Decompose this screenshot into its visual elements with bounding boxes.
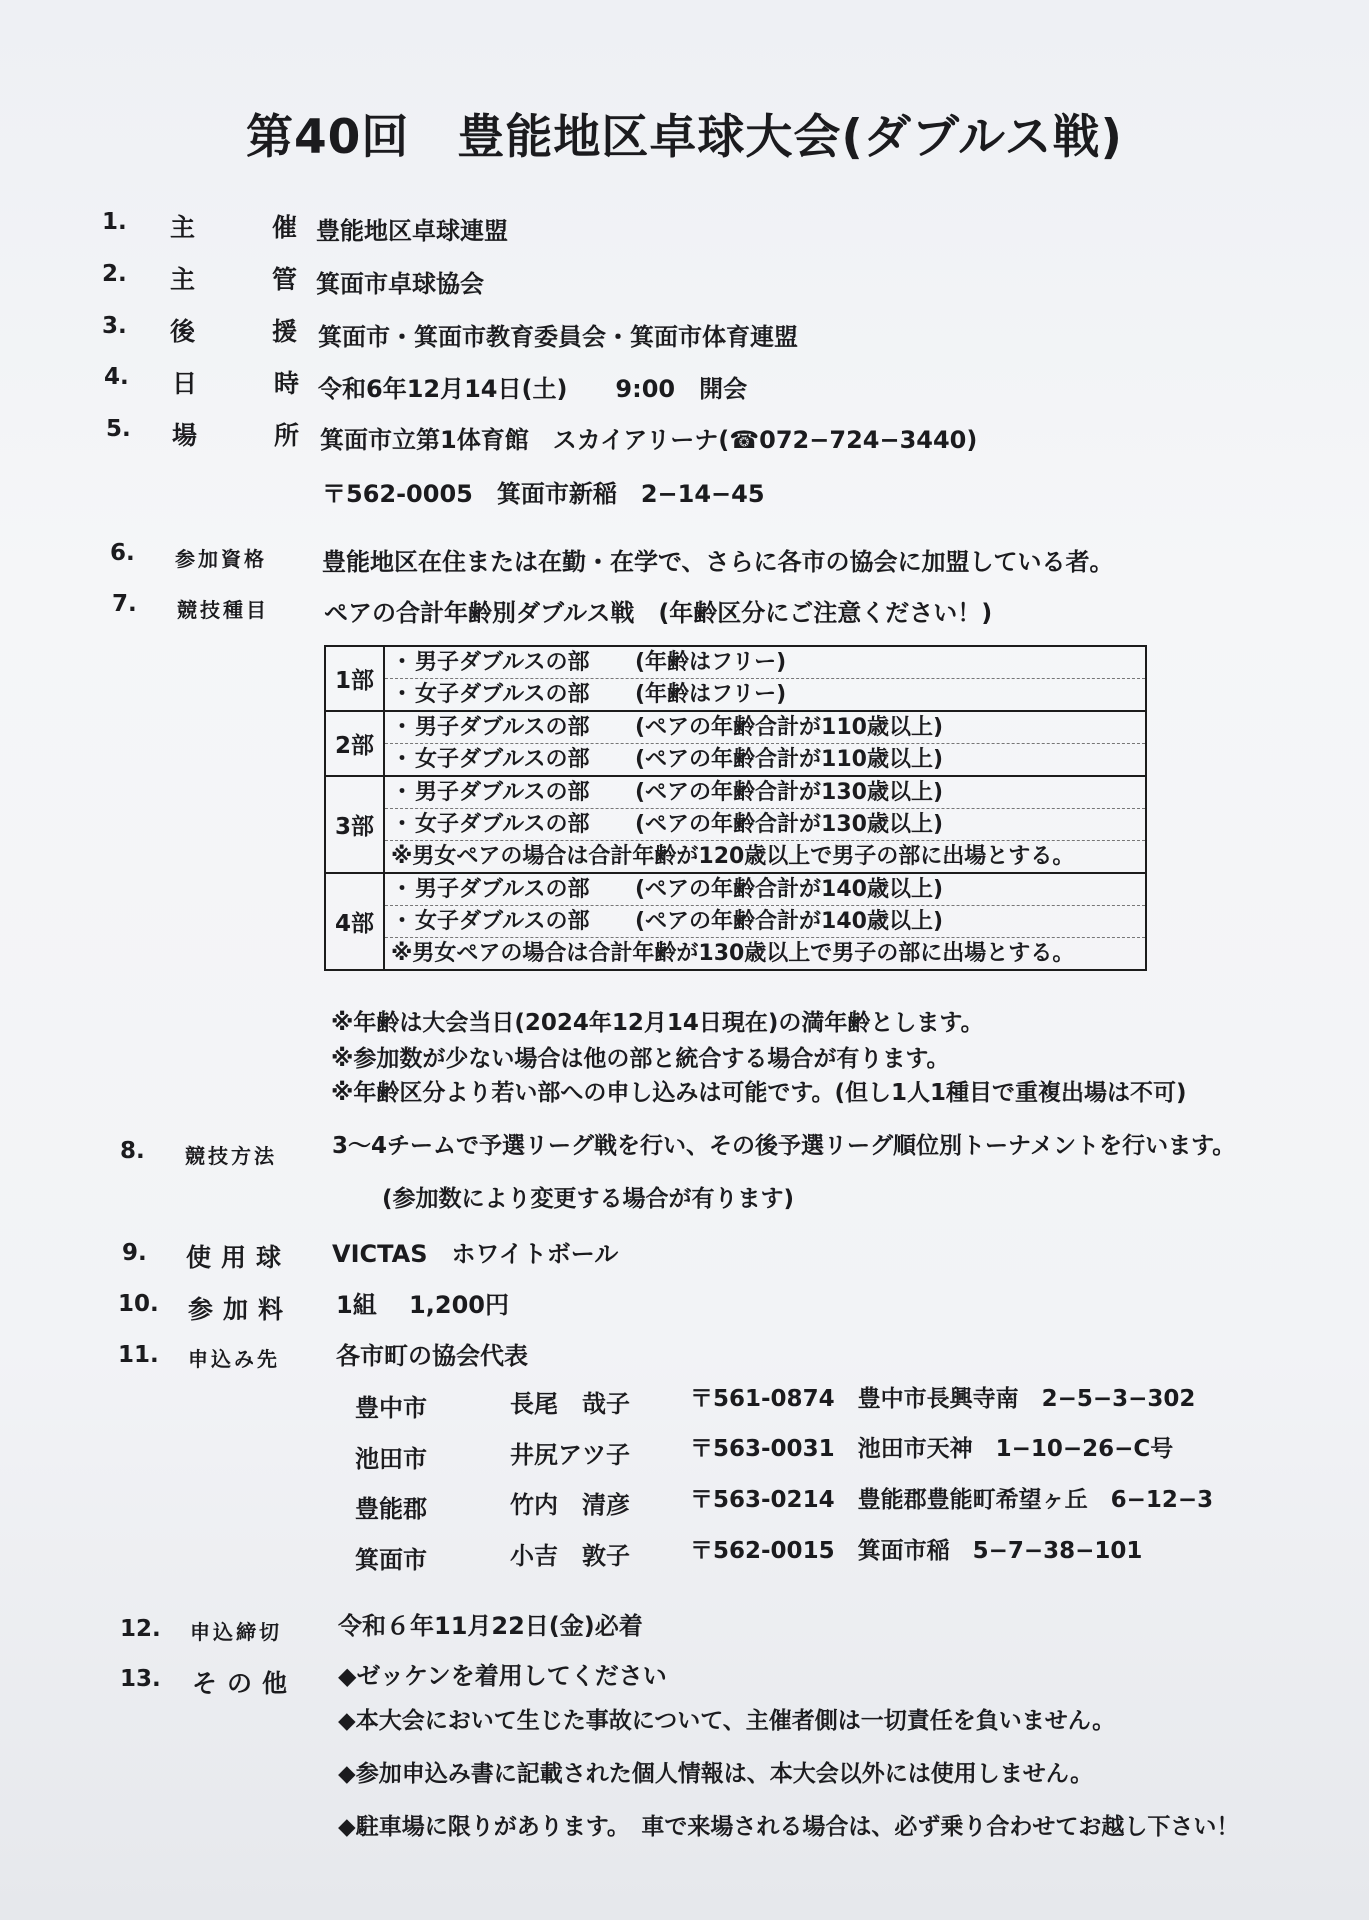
item-label: 後 援 [170, 317, 324, 346]
list-item: ・女子ダブルスの部 (ペアの年齢合計が140歳以上) [385, 906, 1145, 938]
list-item: ・男子ダブルスの部 (年齢はフリー) [385, 647, 1145, 679]
rep-city: 池田市 [355, 1445, 427, 1473]
other-note: ◆参加申込み書に記載された個人情報は、本大会以外には使用しません。 [338, 1761, 1094, 1787]
event-name: 男子ダブルスの部 [415, 780, 590, 805]
age-note: ※年齢区分より若い部への申し込みは可能です。(但し1人1種目で重複出場は不可) [331, 1080, 1187, 1106]
division-cell: 2部 [325, 711, 384, 776]
page-title: 第40回 豊能地区卓球大会(ダブルス戦) [245, 110, 1124, 165]
item-number: 6. [110, 540, 135, 566]
event-condition: (年齢はフリー) [635, 650, 787, 675]
rep-address: 〒562-0015 箕面市稲 5−7−38−101 [690, 1538, 1143, 1564]
item-label: 使用球 [186, 1243, 292, 1272]
item-value: VICTAS ホワイトボール [332, 1240, 619, 1268]
list-item: ・女子ダブルスの部 (年齢はフリー) [385, 679, 1145, 710]
item-number: 9. [122, 1240, 147, 1266]
rep-city: 豊中市 [355, 1394, 427, 1422]
table-row [325, 711, 1146, 776]
event-name: 女子ダブルスの部 [415, 909, 590, 934]
event-condition: (ペアの年齢合計が130歳以上) [635, 812, 944, 837]
event-condition: (ペアの年齢合計が130歳以上) [635, 780, 944, 805]
mixed-pair-note: ※男女ペアの場合は合計年齢が130歳以上で男子の部に出場とする。 [391, 941, 1075, 966]
table-row [325, 776, 1146, 873]
rep-name: 竹内 清彦 [510, 1491, 630, 1519]
table-row [325, 646, 1146, 711]
item-value: 豊能地区在住または在勤・在学で、さらに各市の協会に加盟している者。 [322, 548, 1114, 576]
category-table [324, 645, 1147, 971]
item-label: 日 時 [172, 369, 326, 398]
item-value: 3〜4チームで予選リーグ戦を行い、その後予選リーグ順位別トーナメントを行います。 [332, 1133, 1236, 1159]
event-condition: (年齢はフリー) [635, 682, 787, 707]
item-number: 2. [102, 261, 127, 287]
item-value: 令和6年12月14日(土) 9:00 開会 [318, 375, 748, 403]
list-item: ・男子ダブルスの部 (ペアの年齢合計が110歳以上) [385, 712, 1145, 744]
item-value: 箕面市・箕面市教育委員会・箕面市体育連盟 [318, 323, 798, 351]
age-note: ※参加数が少ない場合は他の部と統合する場合が有ります。 [331, 1046, 950, 1072]
rep-name: 長尾 哉子 [510, 1390, 630, 1418]
division-cell: 1部 [325, 646, 384, 711]
event-condition: (ペアの年齢合計が110歳以上) [635, 747, 944, 772]
item-number: 8. [120, 1138, 145, 1164]
event-name: 女子ダブルスの部 [415, 682, 590, 707]
item-value: 令和６年11月22日(金)必着 [338, 1612, 643, 1640]
division-cell: 4部 [325, 873, 384, 970]
item-label: 競技方法 [185, 1144, 277, 1168]
item-value: ペアの合計年齢別ダブルス戦 (年齢区分にご注意ください！) [324, 599, 993, 627]
item-label: 申込締切 [190, 1620, 282, 1644]
venue-address: 〒562-0005 箕面市新稲 2−14−45 [322, 480, 765, 508]
item-value: ◆ゼッケンを着用してください [338, 1662, 667, 1690]
item-number: 12. [120, 1616, 161, 1642]
event-name: 女子ダブルスの部 [415, 747, 590, 772]
event-condition: (ペアの年齢合計が140歳以上) [635, 877, 944, 902]
table-row [325, 873, 1146, 970]
other-note: ◆本大会において生じた事故について、主催者側は一切責任を負いません。 [338, 1708, 1116, 1734]
item-label: その他 [192, 1669, 298, 1698]
item-value: 箕面市立第1体育館 スカイアリーナ(☎072−724−3440) [320, 426, 978, 454]
item-number: 7. [112, 591, 137, 617]
item-number: 5. [106, 416, 131, 442]
rep-city: 豊能郡 [355, 1495, 427, 1523]
other-note: ◆駐車場に限りがあります。 車で来場される場合は、必ず乗り合わせてお越し下さい！ [338, 1814, 1240, 1840]
event-name: 女子ダブルスの部 [415, 812, 590, 837]
event-name: 男子ダブルスの部 [415, 715, 590, 740]
item-label: 参加料 [188, 1295, 294, 1324]
event-name: 男子ダブルスの部 [415, 877, 590, 902]
item-label: 競技種目 [177, 598, 269, 622]
item-number: 1. [102, 209, 127, 235]
rep-name: 井尻アツ子 [510, 1441, 630, 1469]
item-number: 10. [118, 1291, 159, 1317]
item-number: 3. [102, 313, 127, 339]
rep-address: 〒563-0214 豊能郡豊能町希望ヶ丘 6−12−3 [690, 1487, 1214, 1513]
rep-name: 小吉 敦子 [510, 1542, 630, 1570]
list-item: ・女子ダブルスの部 (ペアの年齢合計が110歳以上) [385, 744, 1145, 775]
event-name: 男子ダブルスの部 [415, 650, 590, 675]
list-item: ・男子ダブルスの部 (ペアの年齢合計が130歳以上) [385, 777, 1145, 809]
rep-address: 〒563-0031 池田市天神 1−10−26−C号 [690, 1436, 1174, 1462]
item-number: 13. [120, 1666, 161, 1692]
item-value: 豊能地区卓球連盟 [316, 217, 508, 245]
age-note: ※年齢は大会当日(2024年12月14日現在)の満年齢とします。 [331, 1010, 984, 1036]
item-value: 1組 1,200円 [336, 1291, 509, 1319]
item-number: 4. [104, 364, 129, 390]
item-number: 11. [118, 1342, 159, 1368]
item-label: 主 管 [170, 265, 324, 294]
item-label: 申込み先 [188, 1347, 280, 1371]
item-value: 箕面市卓球協会 [316, 270, 484, 298]
event-condition: (ペアの年齢合計が140歳以上) [635, 909, 944, 934]
division-cell: 3部 [325, 776, 384, 873]
item-label: 主 催 [170, 213, 324, 242]
item-value: 各市町の協会代表 [336, 1342, 528, 1370]
rep-city: 箕面市 [355, 1546, 427, 1574]
event-condition: (ペアの年齢合計が110歳以上) [635, 715, 944, 740]
mixed-pair-note: ※男女ペアの場合は合計年齢が120歳以上で男子の部に出場とする。 [391, 844, 1075, 869]
item-label: 参加資格 [175, 547, 267, 571]
rep-address: 〒561-0874 豊中市長興寺南 2−5−3−302 [690, 1386, 1196, 1412]
item-label: 場 所 [172, 421, 326, 450]
list-item: ・男子ダブルスの部 (ペアの年齢合計が140歳以上) [385, 874, 1145, 906]
item-value-sub: (参加数により変更する場合が有ります) [382, 1186, 795, 1212]
list-item: ・女子ダブルスの部 (ペアの年齢合計が130歳以上) [385, 809, 1145, 841]
